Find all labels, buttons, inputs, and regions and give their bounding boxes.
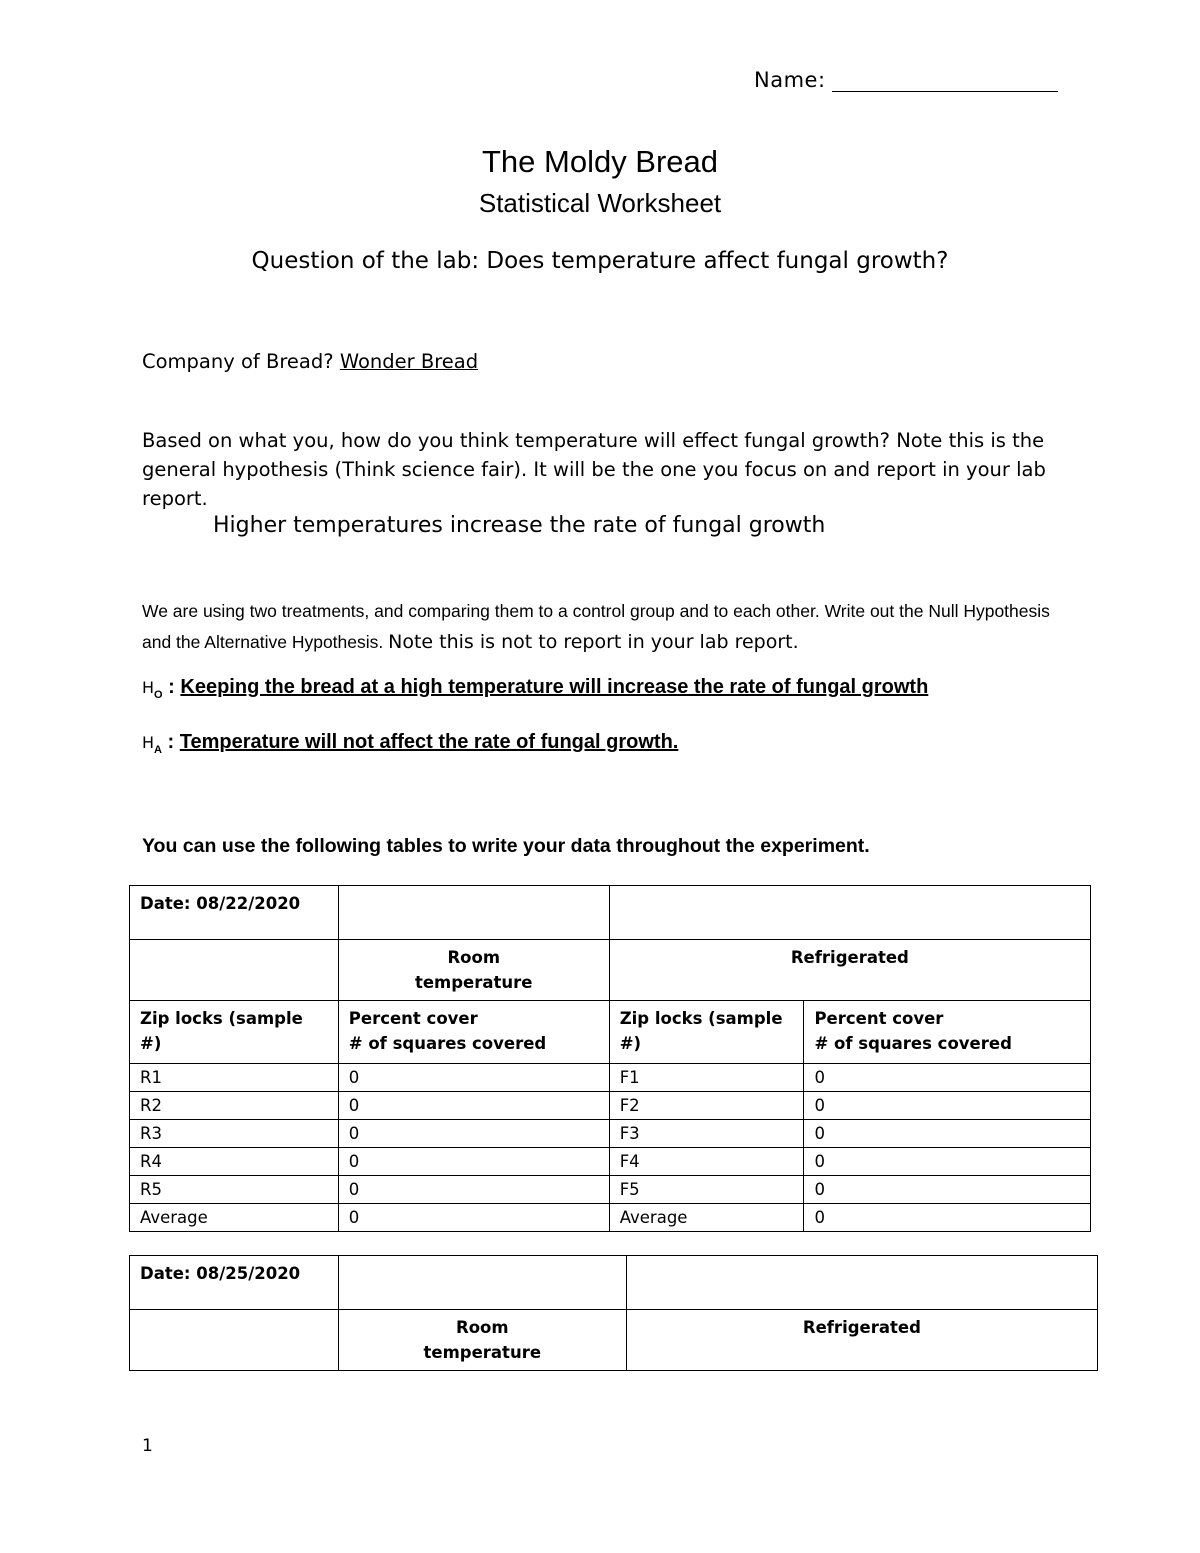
null-hypothesis-colon: : [168, 676, 175, 698]
table-row [130, 1120, 1091, 1148]
page-subtitle: Statistical Worksheet [478, 188, 722, 218]
alt-hypothesis-subscript: A [154, 744, 162, 756]
table1-blank-cell[interactable] [130, 940, 339, 1001]
table1-blank-cell[interactable] [609, 886, 1090, 940]
table2-room-label: Room temperature [338, 1310, 626, 1371]
table-cell[interactable]: 0 [804, 1120, 1091, 1148]
null-hypothesis [142, 676, 928, 701]
name-blank-line[interactable] [832, 69, 1058, 92]
page-number: 1 [142, 1436, 153, 1456]
alt-hypothesis-text: Temperature will not affect the rate of fungal growth. [179, 731, 679, 753]
table2-blank-cell[interactable] [338, 1256, 626, 1310]
table-cell[interactable]: 0 [338, 1176, 609, 1204]
null-hypothesis-subscript: O [154, 689, 163, 701]
table-row [130, 1064, 1091, 1092]
table-cell[interactable]: 0 [338, 1120, 609, 1148]
table-row [130, 1148, 1091, 1176]
null-hypothesis-symbol: H [142, 678, 155, 697]
table-cell[interactable]: 0 [338, 1064, 609, 1092]
table-cell: F1 [609, 1064, 804, 1092]
table1-date: Date: 08/22/2020 [130, 886, 339, 940]
company-line [142, 350, 478, 373]
table1-room-label: Room temperature [338, 940, 609, 1001]
table-cell[interactable]: 0 [804, 1204, 1091, 1232]
table-cell: R2 [130, 1092, 339, 1120]
table-row [130, 1092, 1091, 1120]
table-row [130, 1204, 1091, 1232]
table-cell: F5 [609, 1176, 804, 1204]
table-row [130, 1176, 1091, 1204]
table2-fridge-label: Refrigerated [626, 1310, 1097, 1371]
data-table-2 [129, 1255, 1098, 1371]
table-cell: R5 [130, 1176, 339, 1204]
table2-blank-cell[interactable] [626, 1256, 1097, 1310]
treatments-paragraph [142, 596, 1082, 658]
table-cell[interactable]: 0 [338, 1148, 609, 1176]
table1-fridge-label: Refrigerated [609, 940, 1090, 1001]
general-hypothesis-answer: Higher temperatures increase the rate of fungal growth [213, 513, 826, 538]
company-label: Company of Bread? [142, 350, 334, 373]
page-title: The Moldy Bread [481, 144, 719, 179]
table-cell: F2 [609, 1092, 804, 1120]
table1-col-header: Zip locks (sample #) [130, 1001, 339, 1064]
table-cell[interactable]: 0 [338, 1204, 609, 1232]
treatments-text: We are using two treatments, and comparing them to a control group and to each other. Write out the Null Hypothesis and the Alternative Hypothesis. [142, 601, 1050, 652]
company-value: Wonder Bread [339, 350, 479, 373]
table-cell: R1 [130, 1064, 339, 1092]
table-cell[interactable]: 0 [804, 1092, 1091, 1120]
name-label: Name: [754, 68, 826, 92]
table1-col-header: Percent cover # of squares covered [804, 1001, 1091, 1064]
treatments-note: Note this is not to report in your lab report. [388, 631, 799, 653]
table-cell[interactable]: 0 [804, 1176, 1091, 1204]
alt-hypothesis [142, 731, 678, 756]
table1-col-header: Percent cover # of squares covered [338, 1001, 609, 1064]
null-hypothesis-text: Keeping the bread at a high temperature will increase the rate of fungal growth [180, 676, 929, 698]
table-cell[interactable]: 0 [804, 1064, 1091, 1092]
name-field [754, 68, 1058, 92]
table-cell: Average [609, 1204, 804, 1232]
table2-date: Date: 08/25/2020 [130, 1256, 339, 1310]
alt-hypothesis-symbol: H [142, 733, 155, 752]
table-cell: R3 [130, 1120, 339, 1148]
table2-blank-cell[interactable] [130, 1310, 339, 1371]
table-cell[interactable]: 0 [804, 1148, 1091, 1176]
table1-col-header: Zip locks (sample #) [609, 1001, 804, 1064]
lab-question: Question of the lab: Does temperature affect fungal growth? [251, 248, 949, 274]
table-cell: F4 [609, 1148, 804, 1176]
data-table-1 [129, 885, 1091, 1232]
table-cell: R4 [130, 1148, 339, 1176]
table-cell: F3 [609, 1120, 804, 1148]
hypothesis-prompt: Based on what you, how do you think temperature will effect fungal growth? Note this is the general hypothesis (Think science fair). It will be the one you focus on and report in your lab report. [142, 429, 1046, 510]
table-cell[interactable]: 0 [338, 1092, 609, 1120]
table1-blank-cell[interactable] [338, 886, 609, 940]
table-cell: Average [130, 1204, 339, 1232]
tables-intro: You can use the following tables to write your data throughout the experiment. [142, 835, 870, 857]
alt-hypothesis-colon: : [167, 731, 175, 753]
